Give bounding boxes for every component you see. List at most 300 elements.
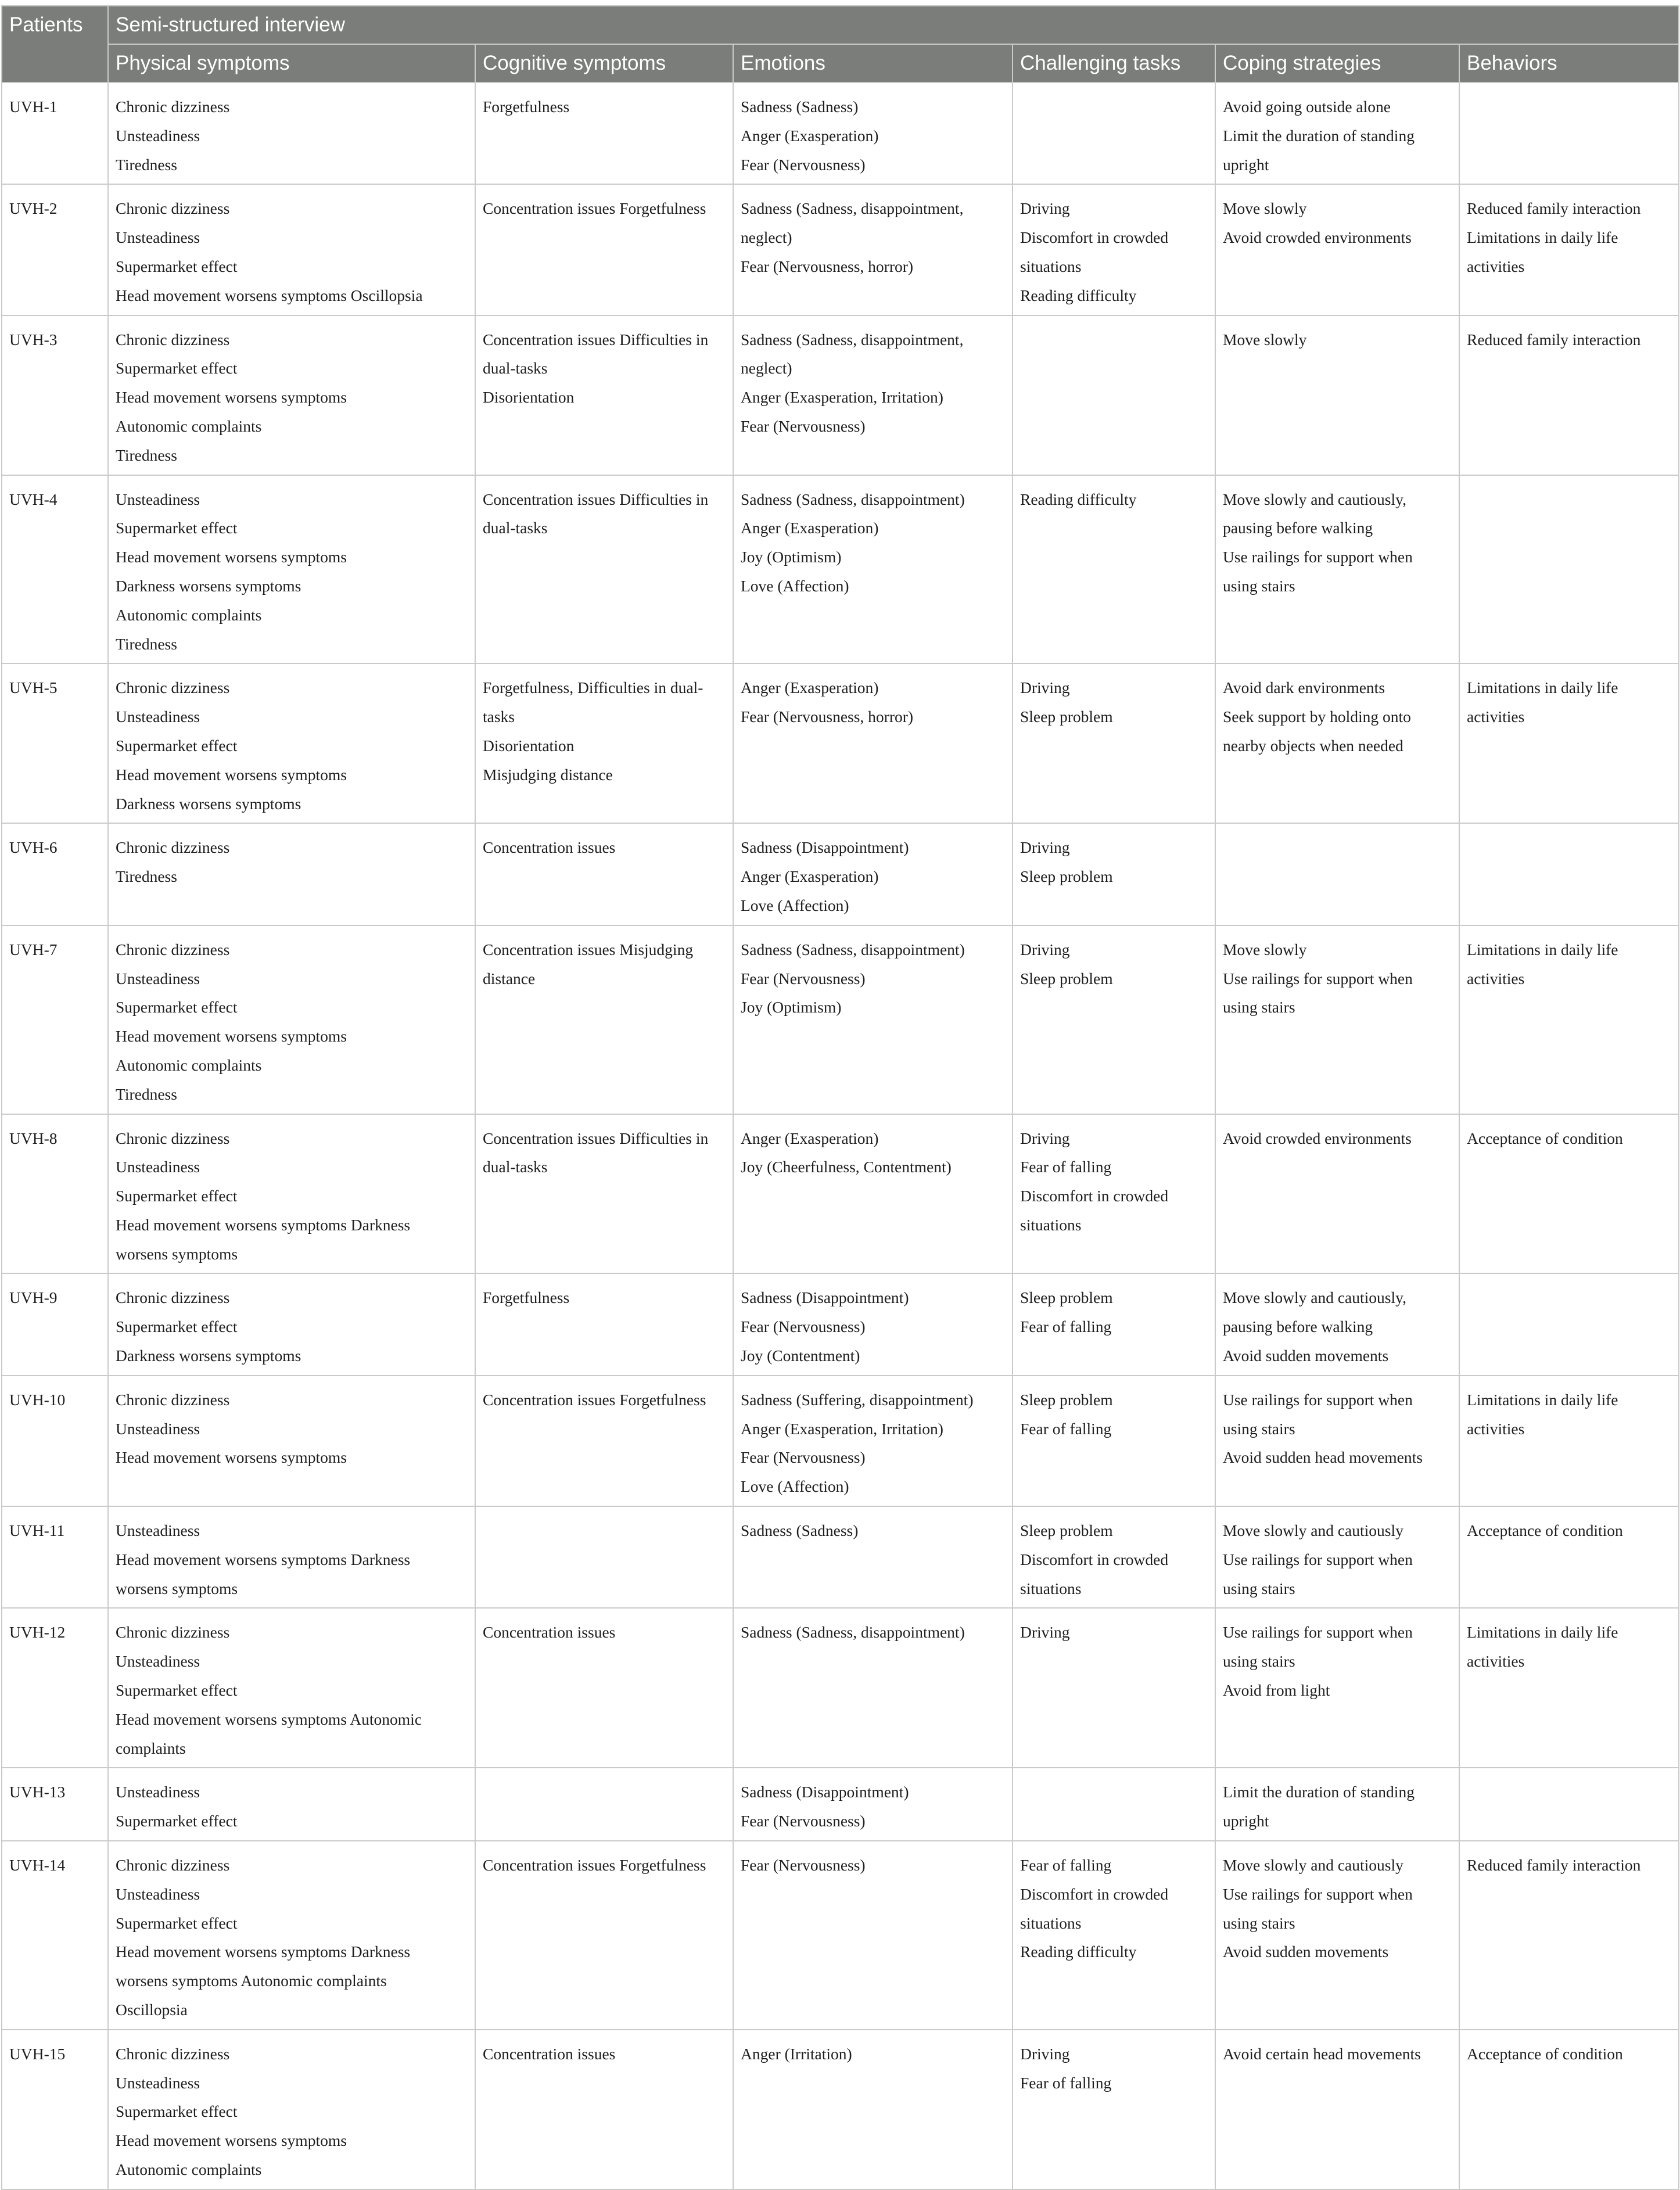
cell-line: nearby objects when needed [1223, 736, 1403, 755]
cell-line: Avoid dark environments [1223, 678, 1385, 697]
cognitive-symptoms-cell [475, 663, 733, 823]
table-body [2, 82, 1679, 2189]
table-row [2, 823, 1679, 925]
cell-line: Driving [1020, 1623, 1070, 1642]
patient-id-cell [2, 315, 108, 475]
patient-id: UVH-9 [9, 1288, 58, 1307]
patient-id: UVH-10 [9, 1390, 66, 1409]
cell-line: Joy (Cheerfulness, Contentment) [741, 1158, 952, 1176]
cell-line: Head movement worsens symptoms Darkness [116, 1943, 411, 1961]
patient-id: UVH-12 [9, 1623, 66, 1642]
emotions-cell [733, 1841, 1013, 2030]
behaviors-cell [1459, 184, 1679, 315]
cell-line: Limitations in daily life [1467, 228, 1618, 247]
challenging-tasks-cell [1013, 1768, 1215, 1841]
physical-symptoms-cell [108, 1608, 475, 1768]
cell-line: Supermarket effect [116, 1317, 238, 1336]
emotions-cell [733, 925, 1013, 1114]
behaviors-cell [1459, 1841, 1679, 2030]
cell-line: activities [1467, 1652, 1525, 1671]
cell-line: Supermarket effect [116, 998, 238, 1017]
table-row [2, 1376, 1679, 1506]
challenging-tasks-cell [1013, 1376, 1215, 1506]
cell-line: Avoid from light [1223, 1681, 1330, 1700]
patient-id-cell [2, 1273, 108, 1375]
table-header [2, 6, 1679, 82]
cell-line: Chronic dizziness [116, 838, 230, 857]
cell-line: Limitations in daily life [1467, 940, 1618, 958]
cell-line: Concentration issues [483, 2044, 616, 2063]
table-row [2, 1841, 1679, 2030]
table-row [2, 1506, 1679, 1608]
patient-id: UVH-14 [9, 1856, 66, 1875]
header-cognitive-symptoms: Cognitive symptoms [475, 44, 733, 82]
cell-line: Disorientation [483, 736, 575, 755]
cell-line: Chronic dizziness [116, 98, 230, 116]
cell-line: Anger (Exasperation, Irritation) [741, 1419, 943, 1438]
cell-line: Reduced family interaction [1467, 1856, 1641, 1875]
cell-line: Head movement worsens symptoms Darkness [116, 1215, 411, 1234]
cell-line: Head movement worsens symptoms [116, 388, 347, 407]
cell-line: Fear (Nervousness) [741, 155, 866, 174]
cell-line: activities [1467, 969, 1525, 988]
cell-line: Anger (Exasperation) [741, 678, 879, 697]
cell-line: Avoid sudden head movements [1223, 1448, 1423, 1467]
table-row [2, 663, 1679, 823]
challenging-tasks-cell [1013, 184, 1215, 315]
cell-line: Driving [1020, 940, 1070, 958]
emotions-cell [733, 1608, 1013, 1768]
cell-line: Fear (Nervousness) [741, 1856, 866, 1875]
table-row [2, 1273, 1679, 1375]
cell-line: Head movement worsens symptoms Autonomic [116, 1710, 422, 1728]
cognitive-symptoms-cell [475, 1841, 733, 2030]
coping-strategies-cell [1215, 1768, 1459, 1841]
patient-id-cell [2, 1608, 108, 1768]
cell-line: Unsteadiness [116, 1783, 200, 1801]
header-physical-symptoms: Physical symptoms [108, 44, 475, 82]
cell-line: Reduced family interaction [1467, 330, 1641, 349]
coping-strategies-cell [1215, 1376, 1459, 1506]
cell-line: Chronic dizziness [116, 1623, 230, 1642]
cognitive-symptoms-cell [475, 925, 733, 1114]
cell-line: Sleep problem [1020, 1390, 1113, 1409]
emotions-cell [733, 1114, 1013, 1274]
cell-line: Misjudging distance [483, 765, 613, 784]
cell-line: Darkness worsens symptoms [116, 576, 301, 595]
cell-line: Sadness (Sadness, disappointment) [741, 1623, 965, 1642]
cell-line: Chronic dizziness [116, 330, 230, 349]
cell-line: Supermarket effect [116, 1812, 238, 1830]
header-emotions: Emotions [733, 44, 1013, 82]
cell-line: Head movement worsens symptoms Oscillopsia [116, 286, 423, 304]
patient-id-cell [2, 1768, 108, 1841]
patient-id-cell [2, 1114, 108, 1274]
cell-line: Unsteadiness [116, 2073, 200, 2092]
behaviors-cell [1459, 925, 1679, 1114]
cell-line: Move slowly [1223, 940, 1307, 958]
cell-line: Concentration issues [483, 838, 616, 857]
coping-strategies-cell [1215, 184, 1459, 315]
behaviors-cell [1459, 1608, 1679, 1768]
cell-line: Autonomic complaints [116, 2160, 262, 2178]
patient-id-cell [2, 663, 108, 823]
cell-line: Darkness worsens symptoms [116, 1347, 301, 1365]
challenging-tasks-cell [1013, 925, 1215, 1114]
challenging-tasks-cell [1013, 663, 1215, 823]
cell-line: Acceptance of condition [1467, 1521, 1623, 1540]
cell-line: Driving [1020, 838, 1070, 857]
emotions-cell [733, 82, 1013, 184]
cell-line: Concentration issues [483, 1623, 616, 1642]
cell-line: Unsteadiness [116, 1652, 200, 1671]
cell-line: Concentration issues Difficulties in [483, 330, 709, 349]
cell-line: neglect) [741, 359, 792, 378]
challenging-tasks-cell [1013, 1841, 1215, 2030]
cell-line: Joy (Contentment) [741, 1347, 860, 1365]
header-challenging-tasks: Challenging tasks [1013, 44, 1215, 82]
cell-line: Unsteadiness [116, 228, 200, 247]
physical-symptoms-cell [108, 475, 475, 664]
cell-line: Use railings for support when [1223, 1884, 1413, 1903]
patient-id-cell [2, 2030, 108, 2189]
cell-line: Use railings for support when [1223, 969, 1413, 988]
physical-symptoms-cell [108, 823, 475, 925]
cell-line: Concentration issues Difficulties in [483, 490, 709, 508]
cell-line: worsens symptoms [116, 1244, 238, 1263]
cell-line: Fear of falling [1020, 2073, 1112, 2092]
cell-line: Fear (Nervousness) [741, 969, 866, 988]
coping-strategies-cell [1215, 925, 1459, 1114]
cell-line: Forgetfulness, Difficulties in dual- [483, 678, 703, 697]
cognitive-symptoms-cell [475, 1506, 733, 1608]
physical-symptoms-cell [108, 663, 475, 823]
cell-line: Driving [1020, 199, 1070, 218]
patient-id: UVH-8 [9, 1129, 58, 1147]
behaviors-cell [1459, 82, 1679, 184]
patient-id-cell [2, 1376, 108, 1506]
cell-line: Head movement worsens symptoms [116, 2131, 347, 2150]
patient-id: UVH-1 [9, 98, 58, 116]
cell-line: Head movement worsens symptoms [116, 1448, 347, 1467]
cell-line: Move slowly and cautiously, [1223, 1288, 1406, 1307]
cell-line: Limit the duration of standing [1223, 126, 1415, 145]
cell-line: upright [1223, 1812, 1269, 1830]
cell-line: Fear (Nervousness) [741, 1812, 866, 1830]
table-row [2, 315, 1679, 475]
emotions-cell [733, 1273, 1013, 1375]
cell-line: Avoid crowded environments [1223, 228, 1412, 247]
cognitive-symptoms-cell [475, 315, 733, 475]
emotions-cell [733, 315, 1013, 475]
cell-line: Fear of falling [1020, 1856, 1112, 1875]
behaviors-cell [1459, 315, 1679, 475]
cell-line: Fear (Nervousness) [741, 1317, 866, 1336]
table-row [2, 1768, 1679, 1841]
cognitive-symptoms-cell [475, 1114, 733, 1274]
cell-line: Driving [1020, 1129, 1070, 1147]
challenging-tasks-cell [1013, 315, 1215, 475]
challenging-tasks-cell [1013, 1114, 1215, 1274]
cell-line: Limitations in daily life [1467, 1390, 1618, 1409]
patient-id: UVH-2 [9, 199, 58, 218]
cell-line: Tiredness [116, 446, 177, 464]
cell-line: Reduced family interaction [1467, 199, 1641, 218]
header-patients: Patients [2, 6, 108, 82]
table-row [2, 2030, 1679, 2189]
patients-table [1, 5, 1679, 2190]
cognitive-symptoms-cell [475, 1273, 733, 1375]
cell-line: Anger (Exasperation) [741, 867, 879, 886]
patient-id: UVH-11 [9, 1521, 65, 1540]
table-row [2, 475, 1679, 664]
cell-line: Limitations in daily life [1467, 1623, 1618, 1642]
cell-line: Forgetfulness [483, 98, 570, 116]
patient-id: UVH-15 [9, 2044, 66, 2063]
cell-line: Fear (Nervousness, horror) [741, 708, 914, 726]
cell-line: Darkness worsens symptoms [116, 794, 301, 813]
cell-line: Avoid crowded environments [1223, 1129, 1412, 1147]
cell-line: Anger (Exasperation) [741, 126, 879, 145]
physical-symptoms-cell [108, 184, 475, 315]
cell-line: Chronic dizziness [116, 2044, 230, 2063]
physical-symptoms-cell [108, 1768, 475, 1841]
emotions-cell [733, 1506, 1013, 1608]
patient-id-cell [2, 184, 108, 315]
patient-id: UVH-13 [9, 1783, 66, 1801]
cell-line: Use railings for support when [1223, 1623, 1413, 1642]
behaviors-cell [1459, 1114, 1679, 1274]
cell-line: Fear (Nervousness) [741, 417, 866, 435]
cell-line: Chronic dizziness [116, 1129, 230, 1147]
cell-line: Anger (Irritation) [741, 2044, 852, 2063]
cell-line: Use railings for support when [1223, 548, 1413, 566]
table-row [2, 1114, 1679, 1274]
behaviors-cell [1459, 663, 1679, 823]
table-row [2, 184, 1679, 315]
cell-line: worsens symptoms Autonomic complaints [116, 1972, 387, 1990]
cell-line: Sadness (Disappointment) [741, 1288, 909, 1307]
patient-id-cell [2, 823, 108, 925]
coping-strategies-cell [1215, 2030, 1459, 2189]
cell-line: Joy (Optimism) [741, 998, 842, 1017]
cell-line: Head movement worsens symptoms [116, 1027, 347, 1046]
coping-strategies-cell [1215, 1273, 1459, 1375]
behaviors-cell [1459, 1768, 1679, 1841]
cognitive-symptoms-cell [475, 1768, 733, 1841]
cell-line: using stairs [1223, 576, 1295, 595]
coping-strategies-cell [1215, 1841, 1459, 2030]
emotions-cell [733, 823, 1013, 925]
cell-line: Supermarket effect [116, 2102, 238, 2121]
cell-line: Concentration issues Forgetfulness [483, 199, 706, 218]
physical-symptoms-cell [108, 315, 475, 475]
cell-line: Supermarket effect [116, 1681, 238, 1700]
cell-line: Use railings for support when [1223, 1550, 1413, 1568]
cell-line: Concentration issues Forgetfulness [483, 1390, 706, 1409]
cell-line: Head movement worsens symptoms [116, 548, 347, 566]
cell-line: pausing before walking [1223, 1317, 1373, 1336]
cell-line: Chronic dizziness [116, 940, 230, 958]
cell-line: situations [1020, 1913, 1082, 1932]
cell-line: Chronic dizziness [116, 1390, 230, 1409]
patient-id-cell [2, 925, 108, 1114]
cell-line: Unsteadiness [116, 1419, 200, 1438]
challenging-tasks-cell [1013, 2030, 1215, 2189]
cell-line: Avoid sudden movements [1223, 1943, 1389, 1961]
emotions-cell [733, 1376, 1013, 1506]
cognitive-symptoms-cell [475, 82, 733, 184]
table-container [1, 5, 1678, 2190]
cell-line: Supermarket effect [116, 736, 238, 755]
cell-line: dual-tasks [483, 359, 548, 378]
cell-line: Unsteadiness [116, 1521, 200, 1540]
behaviors-cell [1459, 823, 1679, 925]
cell-line: Sadness (Suffering, disappointment) [741, 1390, 974, 1409]
patient-id-cell [2, 1506, 108, 1608]
patient-id: UVH-3 [9, 330, 58, 349]
table-row [2, 82, 1679, 184]
cell-line: Fear of falling [1020, 1419, 1112, 1438]
challenging-tasks-cell [1013, 82, 1215, 184]
cell-line: Reading difficulty [1020, 1943, 1137, 1961]
cell-line: using stairs [1223, 1652, 1295, 1671]
patient-id: UVH-4 [9, 490, 58, 508]
cell-line: Supermarket effect [116, 1913, 238, 1932]
cell-line: Avoid going outside alone [1223, 98, 1391, 116]
cell-line: using stairs [1223, 1579, 1295, 1597]
table-row [2, 1608, 1679, 1768]
table-row [2, 925, 1679, 1114]
cell-line: Discomfort in crowded [1020, 228, 1169, 247]
cell-line: Unsteadiness [116, 126, 200, 145]
cell-line: activities [1467, 257, 1525, 275]
header-semi-structured-interview: Semi-structured interview [108, 6, 1679, 44]
cell-line: Fear (Nervousness) [741, 1448, 866, 1467]
challenging-tasks-cell [1013, 1506, 1215, 1608]
cell-line: Sadness (Disappointment) [741, 838, 909, 857]
physical-symptoms-cell [108, 1376, 475, 1506]
cell-line: Forgetfulness [483, 1288, 570, 1307]
emotions-cell [733, 2030, 1013, 2189]
cognitive-symptoms-cell [475, 1376, 733, 1506]
cell-line: Driving [1020, 678, 1070, 697]
coping-strategies-cell [1215, 823, 1459, 925]
cell-line: Unsteadiness [116, 1158, 200, 1176]
cell-line: Sleep problem [1020, 969, 1113, 988]
behaviors-cell [1459, 1506, 1679, 1608]
cell-line: Oscillopsia [116, 2001, 188, 2019]
cell-line: Sadness (Sadness, disappointment, [741, 330, 964, 349]
challenging-tasks-cell [1013, 475, 1215, 664]
cognitive-symptoms-cell [475, 823, 733, 925]
cell-line: using stairs [1223, 1913, 1295, 1932]
coping-strategies-cell [1215, 475, 1459, 664]
cell-line: Unsteadiness [116, 1884, 200, 1903]
patient-id-cell [2, 475, 108, 664]
cell-line: Limit the duration of standing [1223, 1783, 1415, 1801]
cell-line: Love (Affection) [741, 896, 849, 914]
cell-line: Reading difficulty [1020, 286, 1137, 304]
cognitive-symptoms-cell [475, 2030, 733, 2189]
cell-line: Love (Affection) [741, 1477, 849, 1496]
cell-line: Discomfort in crowded [1020, 1187, 1169, 1205]
emotions-cell [733, 1768, 1013, 1841]
coping-strategies-cell [1215, 663, 1459, 823]
cell-line: Chronic dizziness [116, 678, 230, 697]
cell-line: Concentration issues Difficulties in [483, 1129, 709, 1147]
cell-line: Sadness (Disappointment) [741, 1783, 909, 1801]
coping-strategies-cell [1215, 1114, 1459, 1274]
cell-line: Acceptance of condition [1467, 1129, 1623, 1147]
cell-line: Chronic dizziness [116, 1288, 230, 1307]
cell-line: upright [1223, 155, 1269, 174]
cell-line: Love (Affection) [741, 576, 849, 595]
patient-id: UVH-7 [9, 940, 58, 958]
cell-line: Chronic dizziness [116, 199, 230, 218]
cell-line: Move slowly and cautiously [1223, 1521, 1403, 1540]
cell-line: Supermarket effect [116, 1187, 238, 1205]
cell-line: activities [1467, 1419, 1525, 1438]
cell-line: Move slowly and cautiously [1223, 1856, 1403, 1875]
cell-line: Sadness (Sadness) [741, 98, 859, 116]
emotions-cell [733, 663, 1013, 823]
cell-line: activities [1467, 708, 1525, 726]
cell-line: tasks [483, 708, 515, 726]
cell-line: Concentration issues Forgetfulness [483, 1856, 706, 1875]
cell-line: Tiredness [116, 867, 177, 886]
physical-symptoms-cell [108, 1114, 475, 1274]
cognitive-symptoms-cell [475, 475, 733, 664]
cell-line: Autonomic complaints [116, 1055, 262, 1074]
cell-line: worsens symptoms [116, 1579, 238, 1597]
cell-line: Discomfort in crowded [1020, 1550, 1169, 1568]
cell-line: Anger (Exasperation) [741, 519, 879, 537]
cell-line: dual-tasks [483, 1158, 548, 1176]
cell-line: complaints [116, 1739, 186, 1757]
cell-line: Avoid certain head movements [1223, 2044, 1421, 2063]
cell-line: Disorientation [483, 388, 575, 407]
coping-strategies-cell [1215, 82, 1459, 184]
physical-symptoms-cell [108, 1841, 475, 2030]
cell-line: Tiredness [116, 634, 177, 653]
cell-line: Fear (Nervousness, horror) [741, 257, 914, 275]
patient-id: UVH-5 [9, 678, 58, 697]
cell-line: Sadness (Sadness, disappointment, [741, 199, 964, 218]
emotions-cell [733, 475, 1013, 664]
cell-line: Unsteadiness [116, 969, 200, 988]
cell-line: Concentration issues Misjudging [483, 940, 694, 958]
cell-line: Anger (Exasperation, Irritation) [741, 388, 943, 407]
cell-line: Move slowly [1223, 199, 1307, 218]
cognitive-symptoms-cell [475, 1608, 733, 1768]
coping-strategies-cell [1215, 1608, 1459, 1768]
cell-line: Sadness (Sadness, disappointment) [741, 940, 965, 958]
patient-id-cell [2, 1841, 108, 2030]
challenging-tasks-cell [1013, 1273, 1215, 1375]
behaviors-cell [1459, 1376, 1679, 1506]
challenging-tasks-cell [1013, 1608, 1215, 1768]
cell-line: situations [1020, 257, 1082, 275]
cell-line: Move slowly [1223, 330, 1307, 349]
cell-line: Supermarket effect [116, 519, 238, 537]
cell-line: Driving [1020, 2044, 1070, 2063]
patient-id: UVH-6 [9, 838, 58, 857]
cell-line: Supermarket effect [116, 359, 238, 378]
cell-line: Limitations in daily life [1467, 678, 1618, 697]
cell-line: Reading difficulty [1020, 490, 1137, 508]
coping-strategies-cell [1215, 315, 1459, 475]
